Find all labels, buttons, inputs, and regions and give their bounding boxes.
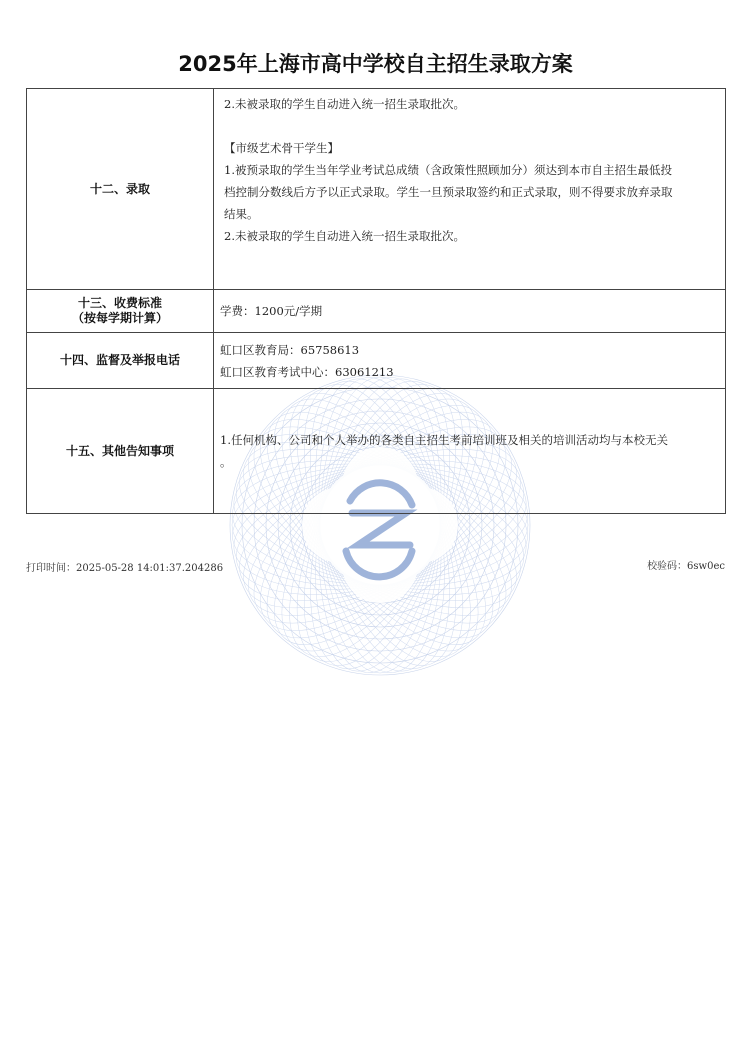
table-row-fees — [27, 290, 726, 333]
admission-info-table — [26, 88, 726, 514]
fees-label-line-2: （按每学期计算） — [71, 311, 168, 325]
admission-line-4: 结果。 — [224, 207, 259, 221]
supervision-line-2: 虹口区教育考试中心：63061213 — [220, 364, 394, 379]
admission-line-5: 2.未被录取的学生自动进入统一招生录取批次。 — [224, 229, 465, 243]
document-title: 2025年上海市高中学校自主招生录取方案 — [178, 52, 573, 76]
supervision-line-1: 虹口区教育局：65758613 — [220, 342, 360, 357]
verify-code: 校验码：6sw0ec — [647, 561, 725, 572]
table-row-other — [27, 389, 726, 514]
fees-label-line-1: 十三、收费标准 — [77, 296, 162, 310]
table-row-admission — [27, 89, 726, 290]
supervision-label: 十四、监督及举报电话 — [27, 333, 214, 389]
other-line-1: 1.任何机构、公司和个人举办的各类自主招生考前培训班及相关的培训活动均与本校无关 — [220, 433, 668, 447]
other-line-2: 。 — [220, 455, 232, 469]
print-time: 打印时间：2025-05-28 14:01:37.204286 — [26, 563, 224, 574]
admission-line-1: 2.未被录取的学生自动进入统一招生录取批次。 — [224, 97, 465, 111]
blank-gap — [224, 115, 719, 137]
admission-line-3: 档控制分数线后方予以正式录取。学生一旦预录取签约和正式录取，则不得要求放弃录取 — [224, 185, 673, 199]
admission-subheading: 【市级艺术骨干学生】 — [224, 141, 339, 155]
table-row-supervision — [27, 333, 726, 389]
admission-line-2: 1.被预录取的学生当年学业考试总成绩（含政策性照顾加分）须达到本市自主招生最低投 — [224, 163, 672, 177]
other-label: 十五、其他告知事项 — [27, 389, 214, 514]
other-content — [214, 389, 726, 514]
fees-label — [27, 290, 214, 333]
supervision-content — [214, 333, 726, 389]
fees-value: 学费：1200元/学期 — [214, 290, 726, 333]
admission-content — [214, 89, 726, 290]
admission-label: 十二、录取 — [27, 89, 214, 290]
